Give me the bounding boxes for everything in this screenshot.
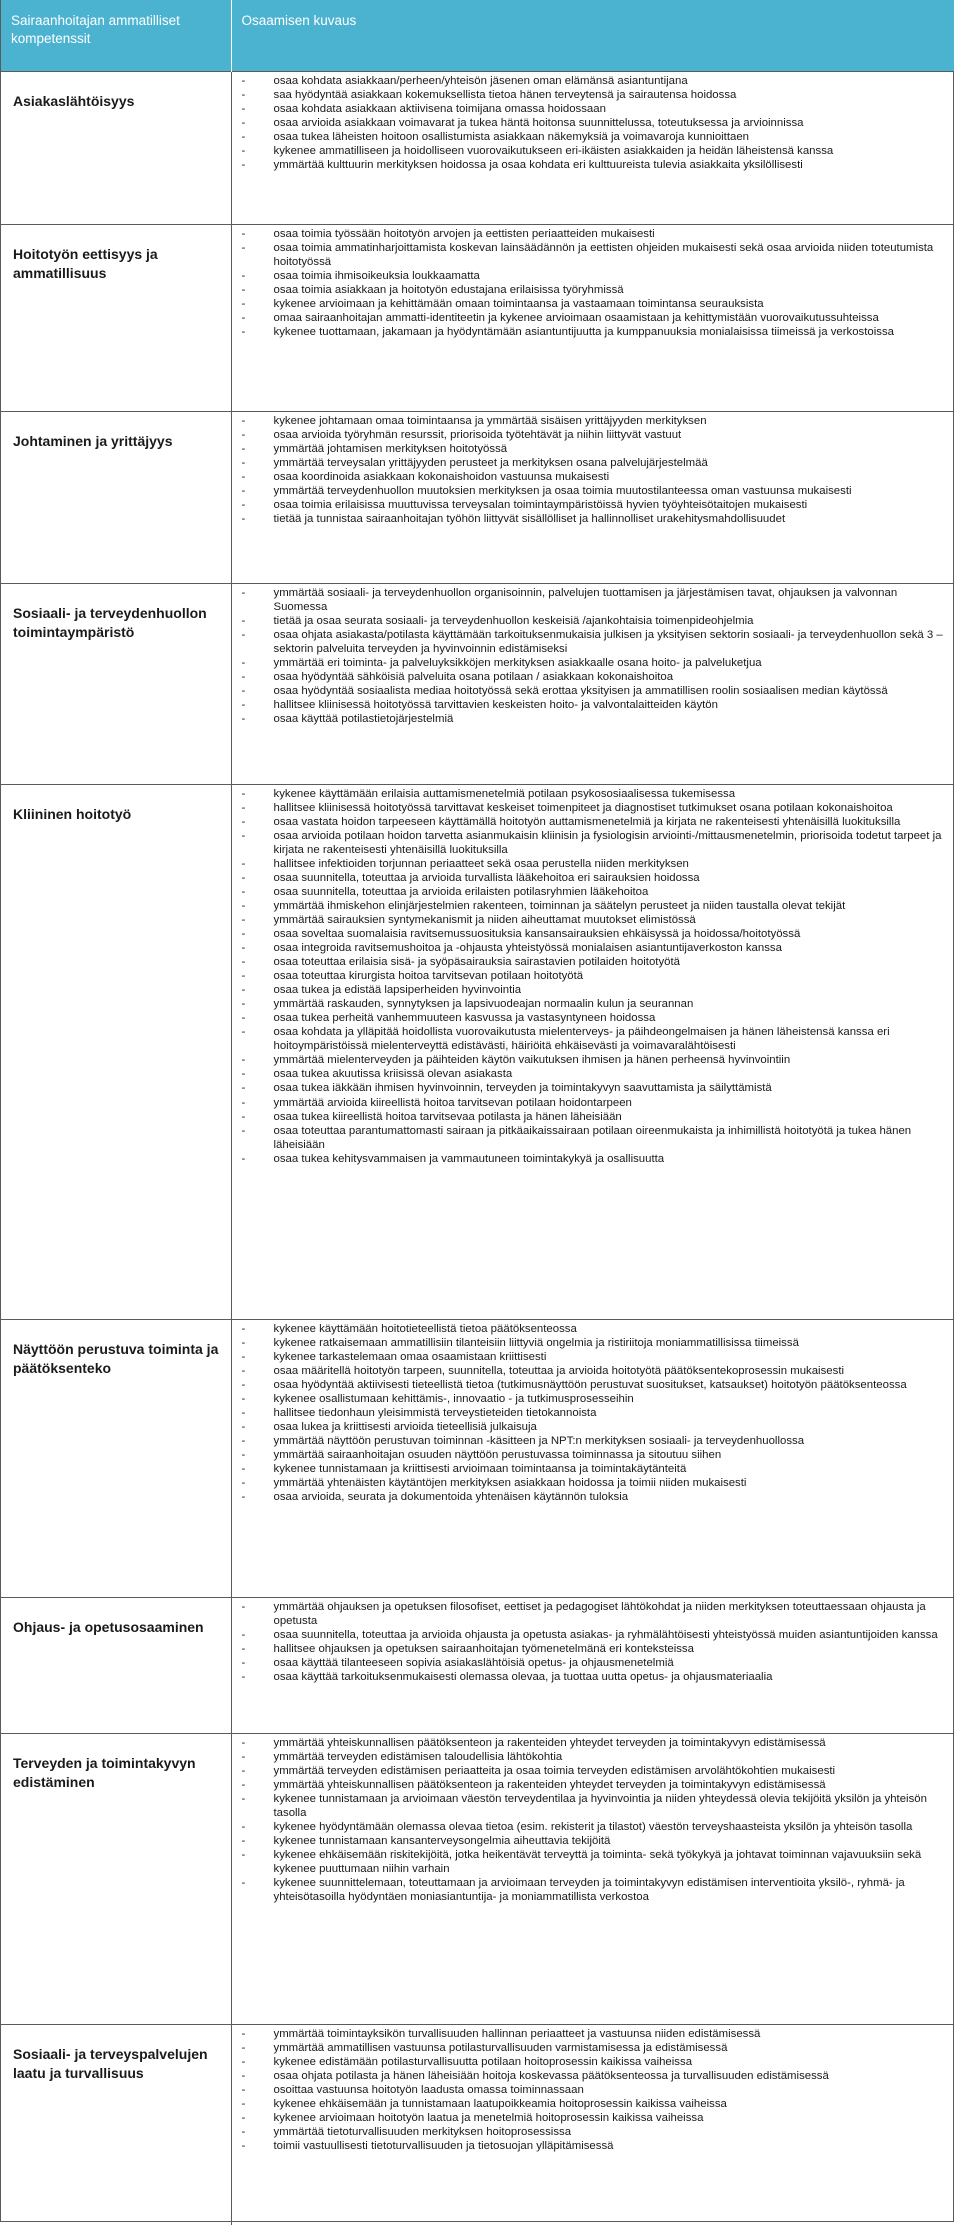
list-item: - osaa hyödyntää sosiaalista mediaa hoitotyössä sekä erottaa yksityisen ja ammatillisen roolin sosiaalisen median käytössä xyxy=(240,684,946,698)
list-item: - osaa lukea ja kriittisesti arvioida tieteellisiä julkaisuja xyxy=(240,1420,946,1434)
list-item: - osaa arvioida asiakkaan voimavarat ja tukea häntä hoitonsa suunnittelussa, toteutuksessa ja arvioinnissa xyxy=(240,116,946,130)
list-item: - osaa toimia ihmisoikeuksia loukkaamatta xyxy=(240,269,946,283)
list-item: - omaa sairaanhoitajan ammatti-identiteetin ja kykenee arvioimaan osaamistaan ja kehittymistään vuorovaikutussuhteissa xyxy=(240,311,946,325)
list-item: - ymmärtää sairauksien syntymekanismit ja niiden aiheuttamat muutokset elimistössä xyxy=(240,913,946,927)
list-item: - osaa koordinoida asiakkaan kokonaishoidon vastuunsa mukaisesti xyxy=(240,470,946,484)
list-item: - osaa hyödyntää aktiivisesti tieteellistä tietoa (tutkimusnäyttöön perustuvat suositukset, katsaukset) hoitotyön päätöksenteossa xyxy=(240,1378,946,1392)
list-item: - osaa kohdata asiakkaan aktiivisena toimijana omassa hoidossaan xyxy=(240,102,946,116)
list-item: - osaa tukea akuutissa kriisissä olevan asiakasta xyxy=(240,1067,946,1081)
list-item: - osaa suunnitella, toteuttaa ja arvioida turvallista lääkehoitoa eri sairauksien hoidossa xyxy=(240,871,946,885)
competence-name: Ohjaus- ja opetusosaaminen xyxy=(1,1597,231,1733)
list-item: - kykenee osallistumaan kehittämis-, innovaatio - ja tutkimusprosesseihin xyxy=(240,1392,946,1406)
table-row xyxy=(1,1733,954,2024)
list-item: - tietää ja tunnistaa sairaanhoitajan työhön liittyvät sisällölliset ja hallinnolliset urakehitysmahdollisuudet xyxy=(240,512,946,526)
competence-description xyxy=(231,1733,954,2024)
description-list xyxy=(240,586,946,726)
list-item: - osaa kohdata ja ylläpitää hoidollista vuorovaikutusta mielenterveys- ja päihdeongelmaisen ja hänen läheistensä kanssa eri hoitoympäristöissä mielenterveyttä edistävästi, häiriöitä ehkäisevästi ja voimavaralähtöisesti xyxy=(240,1025,946,1053)
competence-name: Kliininen hoitotyö xyxy=(1,784,231,1319)
list-item: - kykenee arvioimaan ja kehittämään omaan toimintaansa ja vastaamaan toimintansa seurauksista xyxy=(240,297,946,311)
list-item: - osaa käyttää tarkoituksenmukaisesti olemassa olevaa, ja tuottaa uutta opetus- ja ohjausmateriaalia xyxy=(240,1670,946,1684)
list-item: - osaa integroida ravitsemushoitoa ja -ohjausta yhteistyössä monialaisen asiantuntijaverkoston kanssa xyxy=(240,941,946,955)
description-list xyxy=(240,227,946,339)
list-item: - ymmärtää terveyden edistämisen periaatteita ja osaa toimia terveyden edistämisen arvolähtökohtien mukaisesti xyxy=(240,1764,946,1778)
list-item: - ymmärtää mielenterveyden ja päihteiden käytön vaikutuksen ihmisen ja hänen perheensä hyvinvointiin xyxy=(240,1053,946,1067)
description-list xyxy=(240,74,946,172)
list-item: - osaa soveltaa suomalaisia ravitsemussuosituksia kansansairauksien ehkäisyssä ja hoidossa/hoitotyössä xyxy=(240,927,946,941)
list-item: - ymmärtää näyttöön perustuvan toiminnan -käsitteen ja NPT:n merkityksen sosiaali- ja terveydenhuollossa xyxy=(240,1434,946,1448)
description-list xyxy=(240,2027,946,2153)
list-item: - kykenee hyödyntämään olemassa olevaa tietoa (esim. rekisterit ja tilastot) väestön terveyshaasteista yksilön ja yhteisön tasolla xyxy=(240,1820,946,1834)
list-item: - hallitsee ohjauksen ja opetuksen sairaanhoitajan työmenetelmänä eri konteksteissa xyxy=(240,1642,946,1656)
list-item: - ymmärtää ohjauksen ja opetuksen filosofiset, eettiset ja pedagogiset lähtökohdat ja niiden merkityksen toteuttaessaan ohjausta ja opetusta xyxy=(240,1600,946,1628)
competence-name: Näyttöön perustuva toiminta ja päätöksenteko xyxy=(1,1319,231,1597)
table-row xyxy=(1,1319,954,1597)
list-item: - hallitsee infektioiden torjunnan periaatteet sekä osaa perustella niiden merkityksen xyxy=(240,857,946,871)
description-list xyxy=(240,1322,946,1505)
list-item: - osaa käyttää tilanteeseen sopivia asiakaslähtöisiä opetus- ja ohjausmenetelmiä xyxy=(240,1656,946,1670)
list-item: - kykenee edistämään potilasturvallisuutta potilaan hoitoprosessin kaikissa vaiheissa xyxy=(240,2055,946,2069)
list-item: - kykenee suunnittelemaan, toteuttamaan ja arvioimaan terveyden ja toimintakyvyn edistämisen interventioita yksilö-, ryhmä- ja yhteisötasoilla hyödyntäen moniasiantuntija- ja moniammatillista verkostoa xyxy=(240,1876,946,1904)
list-item: - toimii vastuullisesti tietoturvallisuuden ja tietosuojan ylläpitämisessä xyxy=(240,2139,946,2153)
competence-description xyxy=(231,784,954,1319)
list-item: - osaa toteuttaa parantumattomasti sairaan ja pitkäaikaissairaan potilaan oireenmukaista ja inhimillistä hoitotyötä ja tukea hänen läheisiään xyxy=(240,1124,946,1152)
table-row xyxy=(1,784,954,1319)
list-item: - ymmärtää tietoturvallisuuden merkityksen hoitoprosessissa xyxy=(240,2125,946,2139)
competence-description xyxy=(231,1597,954,1733)
description-list xyxy=(240,1600,946,1684)
list-item: - kykenee käyttämään hoitotieteellistä tietoa päätöksenteossa xyxy=(240,1322,946,1336)
list-item: - kykenee tunnistamaan ja kriittisesti arvioimaan toimintaansa ja toimintakäytänteitä xyxy=(240,1462,946,1476)
list-item: - osaa arvioida työryhmän resurssit, priorisoida työtehtävät ja niihin liittyvät vastuut xyxy=(240,428,946,442)
list-item: - ymmärtää sairaanhoitajan osuuden näyttöön perustuvassa toiminnassa ja sitoutuu siihen xyxy=(240,1448,946,1462)
list-item: - osaa arvioida potilaan hoidon tarvetta asianmukaisin kliinisin ja fysiologisin arviointi-/mittausmenetelmin, priorisoida todetut tarpeet ja kirjata ne rakenteisesti yhtenäisillä luokituksilla xyxy=(240,829,946,857)
competence-name: Sosiaali- ja terveydenhuollon toimintaympäristö xyxy=(1,583,231,784)
competence-name: Terveyden ja toimintakyvyn edistäminen xyxy=(1,1733,231,2024)
table-row xyxy=(1,2024,954,2225)
list-item: - osaa määritellä hoitotyön tarpeen, suunnitella, toteuttaa ja arvioida hoitotyötä päätöksentekoprosessin mukaisesti xyxy=(240,1364,946,1378)
list-item: - osaa suunnitella, toteuttaa ja arvioida erilaisten potilasryhmien lääkehoitoa xyxy=(240,885,946,899)
competence-name: Johtaminen ja yrittäjyys xyxy=(1,411,231,583)
list-item: - saa hyödyntää asiakkaan kokemuksellista tietoa hänen terveytensä ja sairautensa hoidossa xyxy=(240,88,946,102)
competence-description xyxy=(231,583,954,784)
list-item: - ymmärtää yhteiskunnallisen päätöksenteon ja rakenteiden yhteydet terveyden ja toimintakyvyn edistämisessä xyxy=(240,1778,946,1792)
list-item: - ymmärtää toimintayksikön turvallisuuden hallinnan periaatteet ja vastuunsa niiden edistämisessä xyxy=(240,2027,946,2041)
list-item: - osaa ohjata potilasta ja hänen läheisiään hoitoja koskevassa päätöksenteossa ja turvallisuuden edistämisessä xyxy=(240,2069,946,2083)
list-item: - osaa ohjata asiakasta/potilasta käyttämään tarkoituksenmukaisia julkisen ja yksityisen sektorin sosiaali- ja terveydenhuollon sekä 3 – sektorin palveluita terveyden ja hyvinvoinnin edistämiseksi xyxy=(240,628,946,656)
list-item: - osaa tukea iäkkään ihmisen hyvinvoinnin, terveyden ja toimintakyvyn saavuttamista ja säilyttämistä xyxy=(240,1081,946,1095)
list-item: - kykenee ehkäisemään riskitekijöitä, jotka heikentävät terveyttä ja toiminta- sekä työkykyä ja johtavat toiminnan vajavuuksiin sekä kykenee puuttumaan niihin varhain xyxy=(240,1848,946,1876)
list-item: - ymmärtää terveydenhuollon muutoksien merkityksen ja osaa toimia muutostilanteessa oman vastuunsa mukaisesti xyxy=(240,484,946,498)
list-item: - kykenee tunnistamaan kansanterveysongelmia aiheuttavia tekijöitä xyxy=(240,1834,946,1848)
description-list xyxy=(240,1736,946,1905)
list-item: - kykenee tarkastelemaan omaa osaamistaan kriittisesti xyxy=(240,1350,946,1364)
table-row xyxy=(1,1597,954,1733)
list-item: - ymmärtää yhteiskunnallisen päätöksenteon ja rakenteiden yhteydet terveyden ja toimintakyvyn edistämisessä xyxy=(240,1736,946,1750)
list-item: - osaa toimia erilaisissa muuttuvissa terveysalan toimintaympäristöissä hyvien työyhteisötaitojen mukaisesti xyxy=(240,498,946,512)
list-item: - ymmärtää arvioida kiireellistä hoitoa tarvitsevan potilaan hoidontarpeen xyxy=(240,1096,946,1110)
competence-name: Asiakaslähtöisyys xyxy=(1,71,231,224)
table-row xyxy=(1,411,954,583)
competence-name: Hoitotyön eettisyys ja ammatillisuus xyxy=(1,224,231,411)
list-item: - kykenee tuottamaan, jakamaan ja hyödyntämään asiantuntijuutta ja kumppanuuksia monialaisissa tiimeissä ja verkostoissa xyxy=(240,325,946,339)
description-list xyxy=(240,414,946,526)
list-item: - osaa tukea kehitysvammaisen ja vammautuneen toimintakykyä ja osallisuutta xyxy=(240,1152,946,1166)
list-item: - osaa arvioida, seurata ja dokumentoida yhtenäisen käytännön tuloksia xyxy=(240,1490,946,1504)
list-item: - ymmärtää sosiaali- ja terveydenhuollon organisoinnin, palvelujen tuottamisen ja järjestämisen tavat, ohjauksen ja valvonnan Suomessa xyxy=(240,586,946,614)
list-item: - hallitsee kliinisessä hoitotyössä tarvittavat keskeiset toimenpiteet ja diagnostiset tutkimukset osana potilaan kokonaishoitoa xyxy=(240,801,946,815)
list-item: - osaa tukea ja edistää lapsiperheiden hyvinvointia xyxy=(240,983,946,997)
list-item: - hallitsee kliinisessä hoitotyössä tarvittavien keskeisten hoito- ja valvontalaitteiden käytön xyxy=(240,698,946,712)
description-list xyxy=(240,787,946,1166)
list-item: - osaa kohdata asiakkaan/perheen/yhteisön jäsenen oman elämänsä asiantuntijana xyxy=(240,74,946,88)
competence-description xyxy=(231,224,954,411)
list-item: - kykenee ammatilliseen ja hoidolliseen vuorovaikutukseen eri-ikäisten asiakkaiden ja heidän läheistensä kanssa xyxy=(240,144,946,158)
list-item: - osaa tukea kiireellistä hoitoa tarvitsevaa potilasta ja hänen läheisiään xyxy=(240,1110,946,1124)
list-item: - osaa toteuttaa erilaisia sisä- ja syöpäsairauksia sairastavien potilaiden hoitotyötä xyxy=(240,955,946,969)
list-item: - osaa toimia ammatinharjoittamista koskevan lainsäädännön ja eettisten ohjeiden mukaisesti sekä osaa arvioida niiden toteutumista hoitotyössä xyxy=(240,241,946,269)
list-item: - kykenee ratkaisemaan ammatillisiin tilanteisiin liittyviä ongelmia ja ristiriitoja moniammatillisissa tiimeissä xyxy=(240,1336,946,1350)
list-item: - kykenee arvioimaan hoitotyön laatua ja menetelmiä hoitoprosessin kaikissa vaiheissa xyxy=(240,2111,946,2125)
list-item: - ymmärtää johtamisen merkityksen hoitotyössä xyxy=(240,442,946,456)
header-description: Osaamisen kuvaus xyxy=(231,0,954,71)
list-item: - ymmärtää terveyden edistämisen taloudellisia lähtökohtia xyxy=(240,1750,946,1764)
list-item: - osaa hyödyntää sähköisiä palveluita osana potilaan / asiakkaan kokonaishoitoa xyxy=(240,670,946,684)
competence-table xyxy=(1,0,954,2225)
list-item: - osaa suunnitella, toteuttaa ja arvioida ohjausta ja opetusta asiakas- ja ryhmälähtöisesti yhteistyössä muiden asiantuntijoiden kanssa xyxy=(240,1628,946,1642)
table-row xyxy=(1,224,954,411)
list-item: - osaa käyttää potilastietojärjestelmiä xyxy=(240,712,946,726)
header-competence: Sairaanhoitajan ammatilliset kompetenssit xyxy=(1,0,231,71)
list-item: - tietää ja osaa seurata sosiaali- ja terveydenhuollon keskeisiä /ajankohtaisia toimenpideohjelmia xyxy=(240,614,946,628)
competence-description xyxy=(231,1319,954,1597)
table-row xyxy=(1,583,954,784)
competence-description xyxy=(231,411,954,583)
table-header-row xyxy=(1,0,954,71)
list-item: - kykenee tunnistamaan ja arvioimaan väestön terveydentilaa ja hyvinvointia ja niiden yhteydessä olevia tekijöitä yksilön ja yhteisön tasolla xyxy=(240,1792,946,1820)
list-item: - ymmärtää kulttuurin merkityksen hoidossa ja osaa kohdata eri kulttuureista tulevia asiakkaita yksilöllisesti xyxy=(240,158,946,172)
list-item: - ymmärtää eri toiminta- ja palveluyksikköjen merkityksen asiakkaalle osana hoito- ja palveluketjua xyxy=(240,656,946,670)
list-item: - kykenee johtamaan omaa toimintaansa ja ymmärtää sisäisen yrittäjyyden merkityksen xyxy=(240,414,946,428)
competence-description xyxy=(231,71,954,224)
list-item: - kykenee käyttämään erilaisia auttamismenetelmiä potilaan psykososiaalisessa tukemisessa xyxy=(240,787,946,801)
list-item: - ymmärtää raskauden, synnytyksen ja lapsivuodeajan normaalin kulun ja seurannan xyxy=(240,997,946,1011)
list-item: - osaa tukea perheitä vanhemmuuteen kasvussa ja vastasyntyneen hoidossa xyxy=(240,1011,946,1025)
list-item: - osaa toteuttaa kirurgista hoitoa tarvitsevan potilaan hoitotyötä xyxy=(240,969,946,983)
list-item: - ymmärtää terveysalan yrittäjyyden perusteet ja merkityksen osana palvelujärjestelmää xyxy=(240,456,946,470)
list-item: - osaa toimia työssään hoitotyön arvojen ja eettisten periaatteiden mukaisesti xyxy=(240,227,946,241)
list-item: - ymmärtää ammatillisen vastuunsa potilasturvallisuuden varmistamisessa ja edistämisessä xyxy=(240,2041,946,2055)
list-item: - osaa tukea läheisten hoitoon osallistumista asiakkaan näkemyksiä ja voimavaroja kunnioittaen xyxy=(240,130,946,144)
list-item: - ymmärtää ihmiskehon elinjärjestelmien rakenteen, toiminnan ja säätelyn perusteet ja niiden taustalla olevat tekijät xyxy=(240,899,946,913)
table-row xyxy=(1,71,954,224)
list-item: - osaa vastata hoidon tarpeeseen käyttämällä hoitotyön auttamismenetelmiä ja kirjata ne rakenteisesti yhtenäisillä luokituksilla xyxy=(240,815,946,829)
competence-name: Sosiaali- ja terveyspalvelujen laatu ja turvallisuus xyxy=(1,2024,231,2225)
list-item: - kykenee ehkäisemään ja tunnistamaan laatupoikkeamia hoitoprosessin kaikissa vaiheissa xyxy=(240,2097,946,2111)
list-item: - osaa toimia asiakkaan ja hoitotyön edustajana erilaisissa työryhmissä xyxy=(240,283,946,297)
list-item: - hallitsee tiedonhaun yleisimmistä terveystieteiden tietokannoista xyxy=(240,1406,946,1420)
list-item: - osoittaa vastuunsa hoitotyön laadusta omassa toiminnassaan xyxy=(240,2083,946,2097)
competence-description xyxy=(231,2024,954,2225)
list-item: - ymmärtää yhtenäisten käytäntöjen merkityksen asiakkaan hoidossa ja toimii niiden mukaisesti xyxy=(240,1476,946,1490)
